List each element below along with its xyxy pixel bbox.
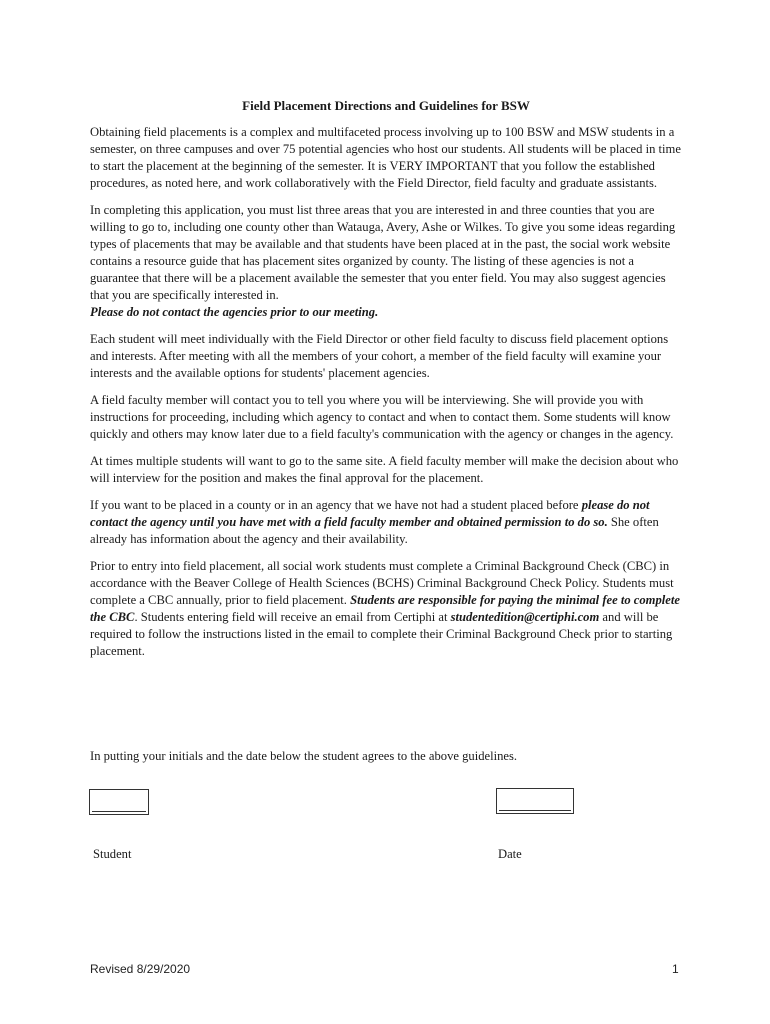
paragraph-same-site-text: At times multiple students will want to go to the same site. A field faculty member will make the decision about who will interview for the position and makes the final approval for the placement. [90, 454, 679, 485]
paragraph-new-agency-text-b: She often already has information about the agency and their availability. [90, 515, 659, 546]
date-label: Date [498, 847, 522, 861]
paragraph-interviewing [90, 392, 682, 443]
paragraph-overview [90, 124, 682, 192]
student-label: Student [93, 847, 132, 861]
date-underline [499, 810, 571, 811]
paragraph-new-agency-emphasis: please do not contact the agency until you have met with a field faculty member and obtained permission to do so. [90, 498, 650, 529]
paragraph-new-agency [90, 497, 682, 548]
paragraph-application [90, 202, 682, 321]
paragraph-application-emphasis: Please do not contact the agencies prior to our meeting. [90, 305, 379, 319]
revised-date: Revised 8/29/2020 [90, 962, 191, 976]
date-field[interactable] [496, 788, 574, 814]
paragraph-meeting-text: Each student will meet individually with the Field Director or other field faculty to discuss field placement options and interests. After meeting with all the members of your cohort, a member of the field faculty will examine your interests and the available options for students' placement agencies. [90, 332, 669, 380]
page-number: 1 [672, 962, 679, 976]
paragraph-background-check-text-b: . Students entering field will receive an email from Certiphi at [134, 610, 451, 624]
student-initials-field[interactable] [89, 789, 149, 815]
certiphi-email: studentedition@certiphi.com [450, 610, 600, 624]
paragraph-new-agency-text-a: If you want to be placed in a county or in an agency that we have not had a student placed before [90, 498, 582, 512]
paragraph-background-check-text-c: and will be required to follow the instructions listed in the email to complete their Criminal Background Check prior to starting placement. [90, 610, 673, 658]
paragraph-meeting [90, 331, 682, 382]
agreement-statement: In putting your initials and the date below the student agrees to the above guidelines. [90, 749, 518, 763]
paragraph-background-check-emphasis: Students are responsible for paying the minimal fee to complete the CBC [90, 593, 680, 624]
paragraph-background-check-text-a: Prior to entry into field placement, all social work students must complete a Criminal Background Check (CBC) in accordance with the Beaver College of Health Sciences (BCHS) Criminal Background Check Policy. Students must complete a CBC annually, prior to field placement. [90, 559, 674, 607]
document-body [90, 97, 682, 670]
paragraph-same-site [90, 453, 682, 487]
paragraph-application-text: In completing this application, you must list three areas that you are interested in and three counties that you are willing to go to, including one county other than Watauga, Avery, Ashe or Wilkes. To give you some ideas regarding types of placements that may be available and that students have been placed at in the past, the social work website contains a resource guide that has placement sites organized by county. The listing of these agencies is not a guarantee that there will be a placement available the semester that you enter field. You may also suggest agencies that you are specifically interested in. [90, 203, 676, 302]
paragraph-background-check [90, 558, 682, 660]
student-initials-underline [92, 811, 146, 812]
paragraph-interviewing-text: A field faculty member will contact you to tell you where you will be interviewing. She will provide you with instructions for proceeding, including which agency to contact and when to contact them. Some students will know quickly and others may know later due to a field faculty's communication with the agency or changes in the agency. [90, 393, 674, 441]
paragraph-overview-text: Obtaining field placements is a complex and multifaceted process involving up to 100 BSW and MSW students in a semester, on three campuses and over 75 potential agencies who host our students. All students will be placed in time to start the placement at the beginning of the semester. It is VERY IMPORTANT that you follow the established procedures, as noted here, and work collaboratively with the Field Director, field faculty and graduate assistants. [90, 125, 681, 190]
page-title: Field Placement Directions and Guidelines for BSW [242, 98, 530, 113]
